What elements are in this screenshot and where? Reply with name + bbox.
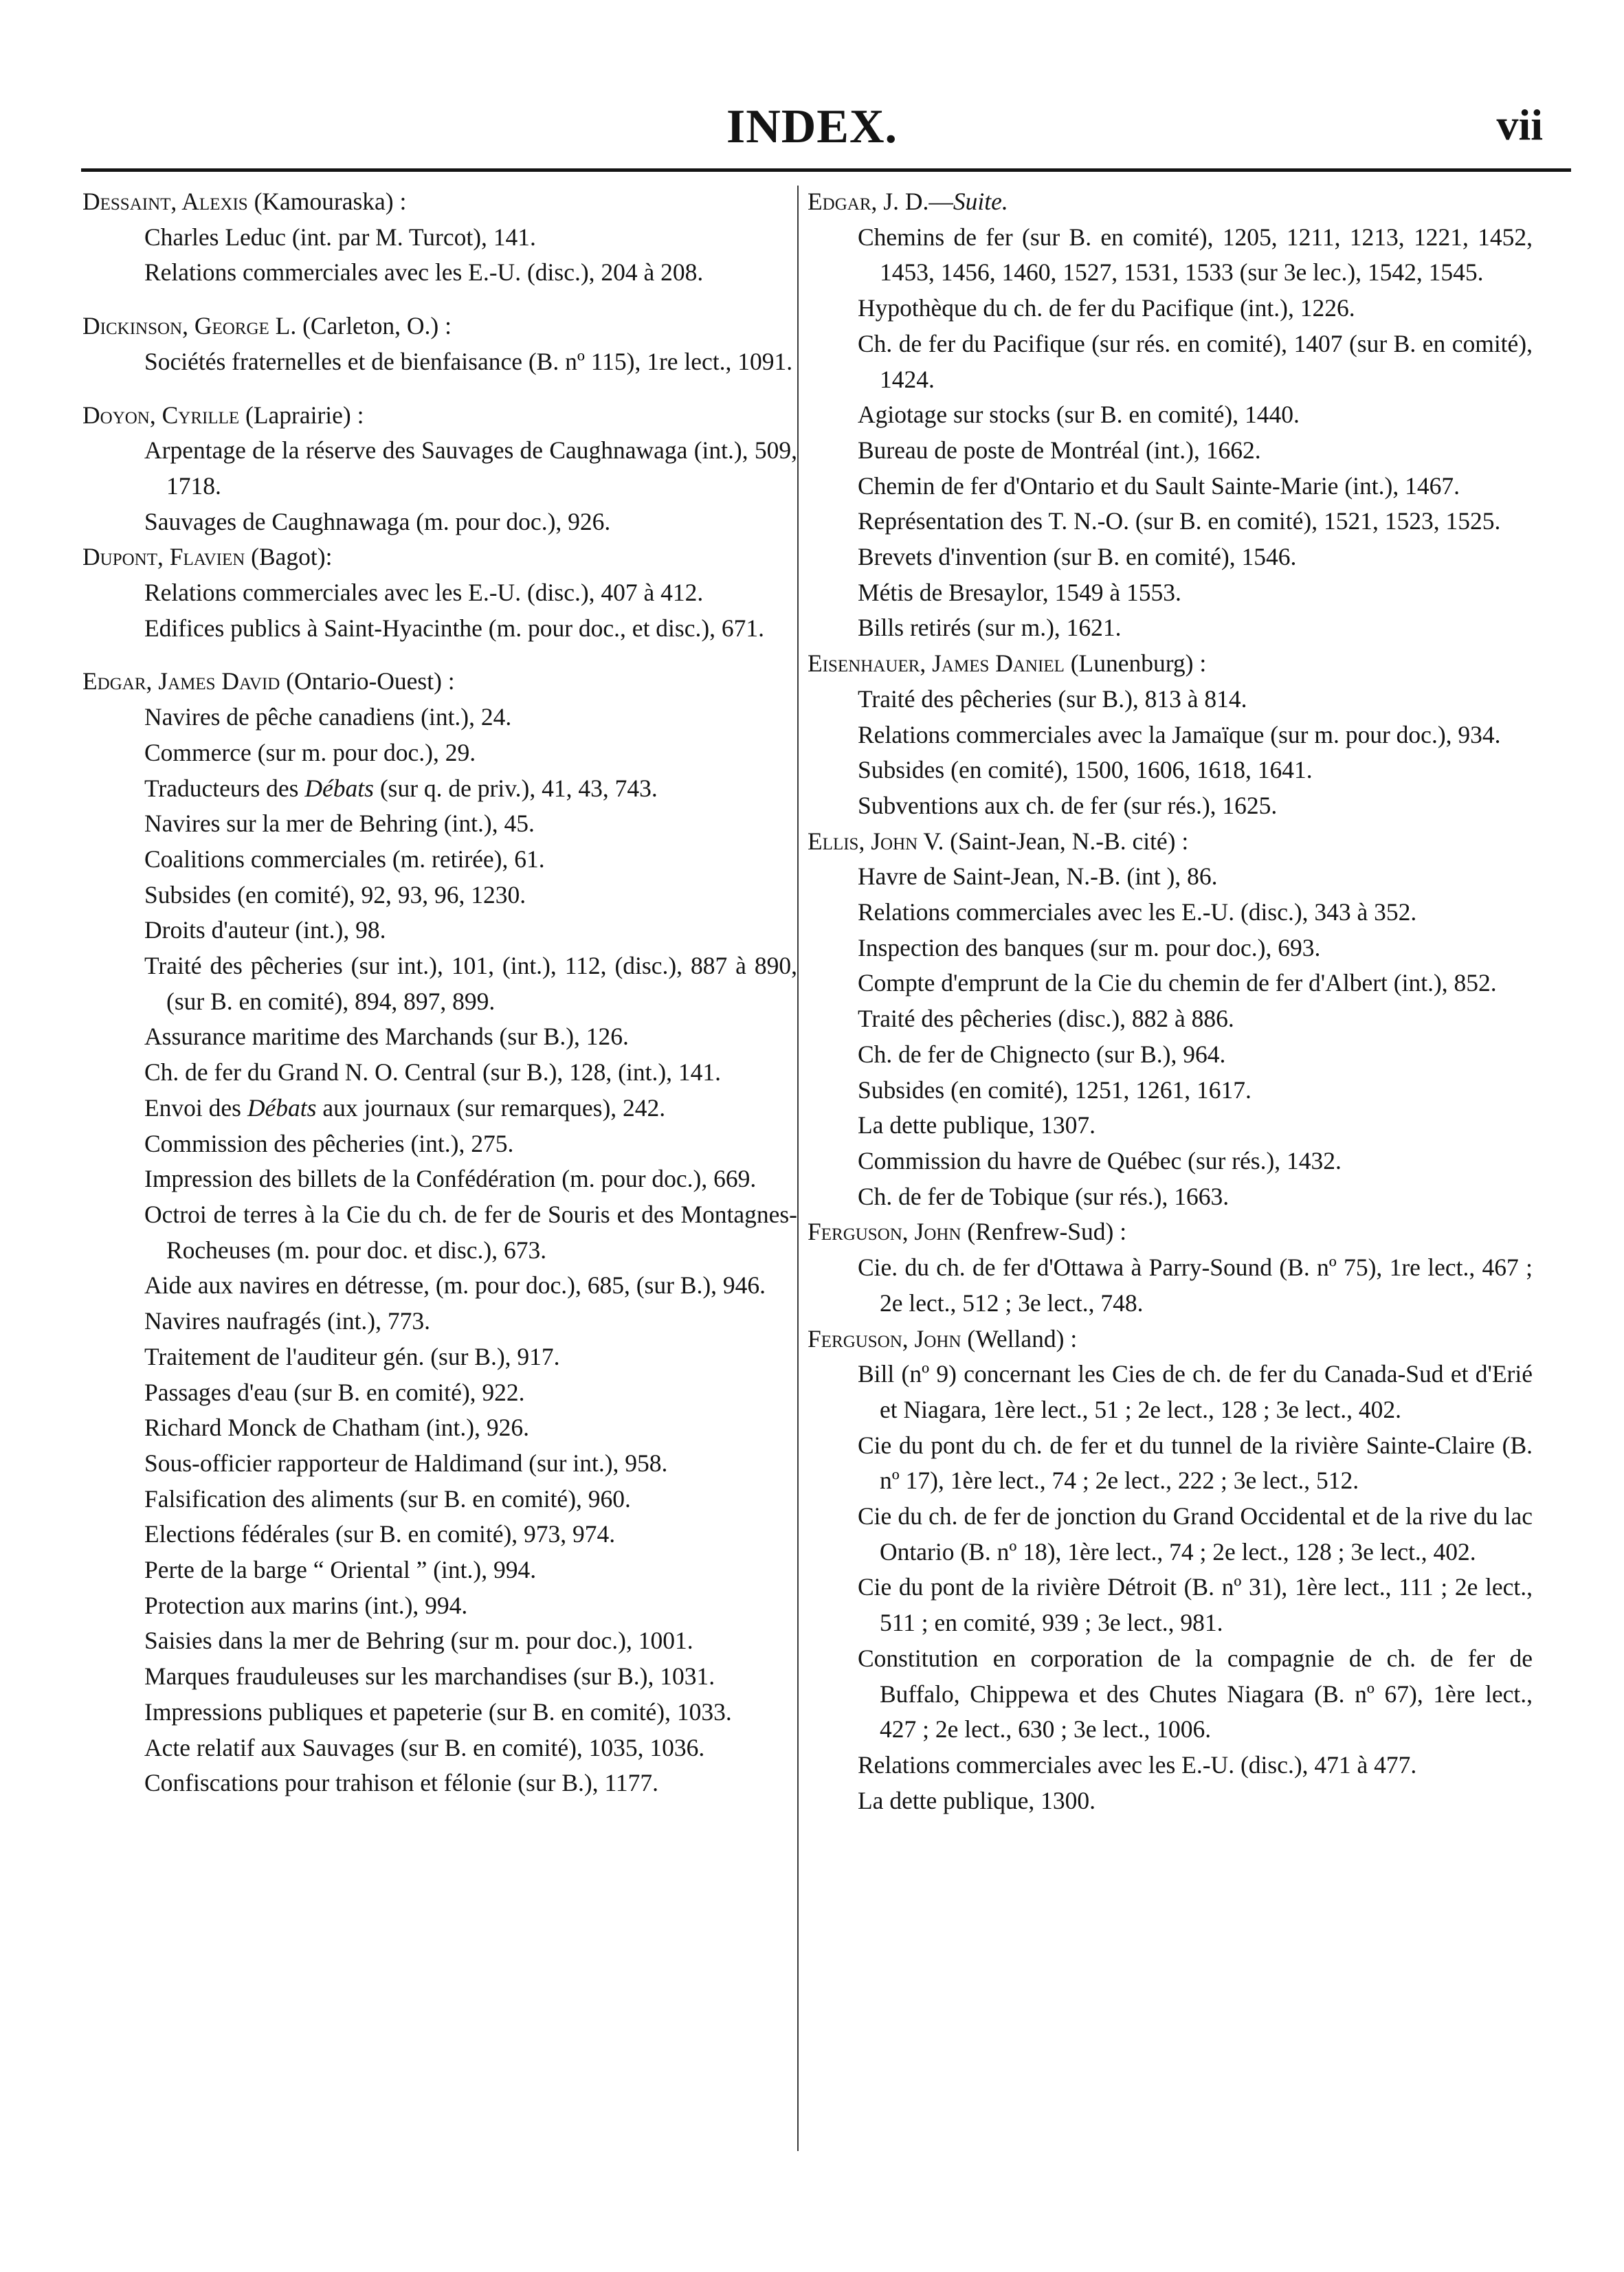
index-entry: Subsides (en comité), 1251, 1261, 1617. bbox=[858, 1076, 1252, 1104]
index-entry: Relations commerciales avec les E.-U. (disc.), 343 à 352. bbox=[858, 898, 1417, 926]
index-entry: Métis de Bresaylor, 1549 à 1553. bbox=[858, 578, 1181, 606]
index-entry: Commission des pêcheries (int.), 275. bbox=[144, 1129, 514, 1157]
index-block bbox=[808, 1322, 1533, 1819]
index-entry bbox=[82, 771, 797, 807]
index-entry: Edifices publics à Saint-Hyacinthe (m. pour doc., et disc.), 671. bbox=[144, 614, 765, 642]
index-block bbox=[808, 824, 1533, 1215]
index-entry: Falsification des aliments (sur B. en comité), 960. bbox=[144, 1484, 631, 1513]
index-entry: Chemins de fer (sur B. en comité), 1205, 1211, 1213, 1221, 1452, 1453, 1456, 1460, 1527, 1531, 1533 (sur 3e lec.), 1542, 1545. bbox=[858, 223, 1533, 287]
index-entry: Ch. de fer de Tobique (sur rés.), 1663. bbox=[858, 1182, 1230, 1210]
index-heading bbox=[808, 1214, 1533, 1250]
index-entry: Subsides (en comité), 1500, 1606, 1618, 1641. bbox=[858, 756, 1313, 784]
index-entry: Bureau de poste de Montréal (int.), 1662. bbox=[858, 436, 1261, 464]
index-entry: Assurance maritime des Marchands (sur B.), 126. bbox=[144, 1023, 629, 1051]
index-entry: Compte d'emprunt de la Cie du chemin de fer d'Albert (int.), 852. bbox=[858, 969, 1497, 997]
index-block bbox=[82, 184, 797, 291]
index-block bbox=[82, 664, 797, 1801]
index-heading bbox=[82, 184, 797, 220]
member-name: Edgar, J. D. bbox=[808, 188, 929, 215]
index-entry: Passages d'eau (sur B. en comité), 922. bbox=[144, 1378, 525, 1406]
index-heading bbox=[82, 664, 797, 700]
index-heading bbox=[82, 398, 797, 434]
index-entry: Protection aux marins (int.), 994. bbox=[144, 1591, 468, 1619]
index-entry: La dette publique, 1307. bbox=[858, 1111, 1096, 1139]
index-entry: Ch. de fer du Pacifique (sur rés. en comité), 1407 (sur B. en comité), 1424. bbox=[858, 329, 1533, 393]
member-name: Ferguson, John bbox=[808, 1218, 961, 1246]
index-entry: Droits d'auteur (int.), 98. bbox=[144, 916, 386, 944]
member-name: Edgar, James David bbox=[82, 667, 280, 695]
index-block bbox=[808, 1214, 1533, 1321]
page-title: INDEX. bbox=[726, 100, 898, 153]
index-block bbox=[82, 398, 797, 540]
index-entry: Cie du pont du ch. de fer et du tunnel de la rivière Sainte-Claire (B. nº 17), 1ère lect., 74 ; 2e lect., 222 ; 3e lect., 512. bbox=[858, 1431, 1533, 1495]
index-entry: Confiscations pour trahison et félonie (sur B.), 1177. bbox=[144, 1769, 658, 1797]
entry-text: aux journaux (sur remarques), 242. bbox=[316, 1093, 666, 1122]
index-entry: Commission du havre de Québec (sur rés.), 1432. bbox=[858, 1146, 1342, 1174]
column-divider bbox=[797, 186, 799, 2151]
index-entry: Chemin de fer d'Ontario et du Sault Sainte-Marie (int.), 1467. bbox=[858, 471, 1460, 500]
index-entry: Perte de la barge “ Oriental ” (int.), 994. bbox=[144, 1556, 537, 1584]
index-entry: Saisies dans la mer de Behring (sur m. pour doc.), 1001. bbox=[144, 1627, 693, 1655]
entry-text: Traducteurs des bbox=[144, 774, 305, 802]
continued-label: Suite. bbox=[953, 188, 1008, 215]
member-name: Dickinson, George L. bbox=[82, 312, 297, 340]
index-entry: Richard Monck de Chatham (int.), 926. bbox=[144, 1414, 529, 1442]
index-entry: Navires sur la mer de Behring (int.), 45. bbox=[144, 810, 535, 838]
index-heading bbox=[808, 184, 1533, 220]
index-entry bbox=[82, 1091, 797, 1126]
index-entry: Cie du pont de la rivière Détroit (B. nº 31), 1ère lect., 111 ; 2e lect., 511 ; en comité, 939 ; 3e lect., 981. bbox=[858, 1573, 1533, 1637]
index-entry: Commerce (sur m. pour doc.), 29. bbox=[144, 738, 476, 766]
index-block bbox=[808, 646, 1533, 824]
index-block bbox=[82, 539, 797, 646]
index-entry: Navires naufragés (int.), 773. bbox=[144, 1307, 430, 1335]
right-column bbox=[808, 184, 1533, 1818]
page-number: vii bbox=[1496, 100, 1543, 149]
index-heading bbox=[808, 1322, 1533, 1357]
index-entry: Acte relatif aux Sauvages (sur B. en comité), 1035, 1036. bbox=[144, 1733, 705, 1761]
index-entry: Charles Leduc (int. par M. Turcot), 141. bbox=[144, 223, 536, 251]
member-name: Eisenhauer, James Daniel bbox=[808, 649, 1065, 678]
member-name: Doyon, Cyrille bbox=[82, 401, 240, 429]
index-entry: La dette publique, 1300. bbox=[858, 1786, 1096, 1814]
index-entry: Aide aux navires en détresse, (m. pour doc.), 685, (sur B.), 946. bbox=[144, 1271, 766, 1300]
index-entry: Traité des pêcheries (sur int.), 101, (int.), 112, (disc.), 887 à 890, (sur B. en comité), 894, 897, 899. bbox=[144, 952, 797, 1015]
index-entry: Sous-officier rapporteur de Haldimand (sur int.), 958. bbox=[144, 1449, 668, 1477]
entry-text: Envoi des bbox=[144, 1093, 247, 1122]
index-entry: Représentation des T. N.-O. (sur B. en comité), 1521, 1523, 1525. bbox=[858, 507, 1501, 535]
member-riding: (Renfrew-Sud) : bbox=[961, 1218, 1127, 1246]
index-entry: Elections fédérales (sur B. en comité), 973, 974. bbox=[144, 1520, 616, 1548]
member-name: Dupont, Flavien bbox=[82, 543, 245, 571]
index-entry: Hypothèque du ch. de fer du Pacifique (int.), 1226. bbox=[858, 294, 1355, 322]
index-heading bbox=[808, 646, 1533, 682]
member-riding: (Saint-Jean, N.-B. cité) : bbox=[944, 827, 1189, 855]
member-riding: (Lunenburg) : bbox=[1064, 649, 1207, 678]
index-entry: Ch. de fer du Grand N. O. Central (sur B.), 128, (int.), 141. bbox=[144, 1058, 722, 1087]
italic-title: Débats bbox=[247, 1093, 317, 1122]
member-riding: (Ontario-Ouest) : bbox=[280, 667, 455, 695]
member-riding: (Kamouraska) : bbox=[247, 188, 407, 215]
index-entry: Relations commerciales avec les E.-U. (disc.), 407 à 412. bbox=[144, 579, 704, 607]
index-entry: Cie. du ch. de fer d'Ottawa à Parry-Sound (B. nº 75), 1re lect., 467 ; 2e lect., 512 ; 3e lect., 748. bbox=[858, 1254, 1533, 1317]
left-column bbox=[82, 184, 797, 1801]
index-entry: Impression des billets de la Confédération (m. pour doc.), 669. bbox=[144, 1165, 757, 1193]
index-entry: Subsides (en comité), 92, 93, 96, 1230. bbox=[144, 880, 526, 909]
index-entry: Coalitions commerciales (m. retirée), 61. bbox=[144, 845, 545, 873]
index-entry: Ch. de fer de Chignecto (sur B.), 964. bbox=[858, 1040, 1226, 1068]
member-riding: — bbox=[928, 188, 953, 215]
index-entry: Traité des pêcheries (disc.), 882 à 886. bbox=[858, 1005, 1234, 1033]
index-entry: Bill (nº 9) concernant les Cies de ch. de fer du Canada-Sud et d'Erié et Niagara, 1ère lect., 51 ; 2e lect., 128 ; 3e lect., 402. bbox=[858, 1360, 1533, 1423]
index-block bbox=[82, 309, 797, 379]
index-entry: Constitution en corporation de la compagnie de ch. de fer de Buffalo, Chippewa et des Chutes Niagara (B. nº 67), 1ère lect., 427 ; 2e lect., 630 ; 3e lect., 1006. bbox=[858, 1644, 1533, 1744]
index-entry: Relations commerciales avec la Jamaïque (sur m. pour doc.), 934. bbox=[858, 720, 1501, 748]
member-name: Dessaint, Alexis bbox=[82, 188, 248, 215]
index-heading bbox=[82, 539, 797, 575]
member-riding: (Laprairie) : bbox=[239, 401, 364, 429]
index-heading bbox=[808, 824, 1533, 860]
italic-title: Débats bbox=[304, 774, 374, 802]
index-entry: Traité des pêcheries (sur B.), 813 à 814. bbox=[858, 684, 1247, 713]
index-entry: Relations commerciales avec les E.-U. (disc.), 471 à 477. bbox=[858, 1750, 1417, 1779]
member-name: Ferguson, John bbox=[808, 1324, 961, 1352]
index-entry: Navires de pêche canadiens (int.), 24. bbox=[144, 703, 512, 731]
index-entry: Havre de Saint-Jean, N.-B. (int ), 86. bbox=[858, 862, 1218, 891]
member-riding: (Carleton, O.) : bbox=[296, 312, 452, 340]
header-rule bbox=[81, 168, 1571, 172]
page-header bbox=[0, 0, 1624, 172]
index-block bbox=[808, 184, 1533, 646]
index-entry: Arpentage de la réserve des Sauvages de Caughnawaga (int.), 509, 1718. bbox=[144, 436, 797, 500]
index-heading bbox=[82, 309, 797, 344]
member-name: Ellis, John V. bbox=[808, 827, 944, 855]
index-entry: Cie du ch. de fer de jonction du Grand Occidental et de la rive du lac Ontario (B. nº 18), 1ère lect., 74 ; 2e lect., 128 ; 3e lect., 402. bbox=[858, 1502, 1533, 1566]
member-riding: (Welland) : bbox=[961, 1324, 1078, 1352]
index-entry: Sauvages de Caughnawaga (m. pour doc.), 926. bbox=[144, 507, 611, 535]
index-entry: Relations commerciales avec les E.-U. (disc.), 204 à 208. bbox=[144, 258, 704, 287]
index-entry: Marques frauduleuses sur les marchandises (sur B.), 1031. bbox=[144, 1662, 715, 1691]
index-entry: Agiotage sur stocks (sur B. en comité), 1440. bbox=[858, 401, 1300, 429]
member-riding: (Bagot): bbox=[245, 543, 333, 571]
index-entry: Bills retirés (sur m.), 1621. bbox=[858, 614, 1122, 642]
index-entry: Impressions publiques et papeterie (sur B. en comité), 1033. bbox=[144, 1697, 732, 1726]
index-entry: Brevets d'invention (sur B. en comité), 1546. bbox=[858, 543, 1297, 571]
index-entry: Inspection des banques (sur m. pour doc.), 693. bbox=[858, 933, 1321, 961]
index-entry: Subventions aux ch. de fer (sur rés.), 1625. bbox=[858, 791, 1278, 819]
index-entry: Sociétés fraternelles et de bienfaisance (B. nº 115), 1re lect., 1091. bbox=[144, 347, 793, 375]
index-entry: Octroi de terres à la Cie du ch. de fer de Souris et des Montagnes-Rocheuses (m. pour doc. et disc.), 673. bbox=[144, 1200, 797, 1264]
entry-text: (sur q. de priv.), 41, 43, 743. bbox=[373, 774, 658, 802]
index-entry: Traitement de l'auditeur gén. (sur B.), 917. bbox=[144, 1342, 560, 1370]
